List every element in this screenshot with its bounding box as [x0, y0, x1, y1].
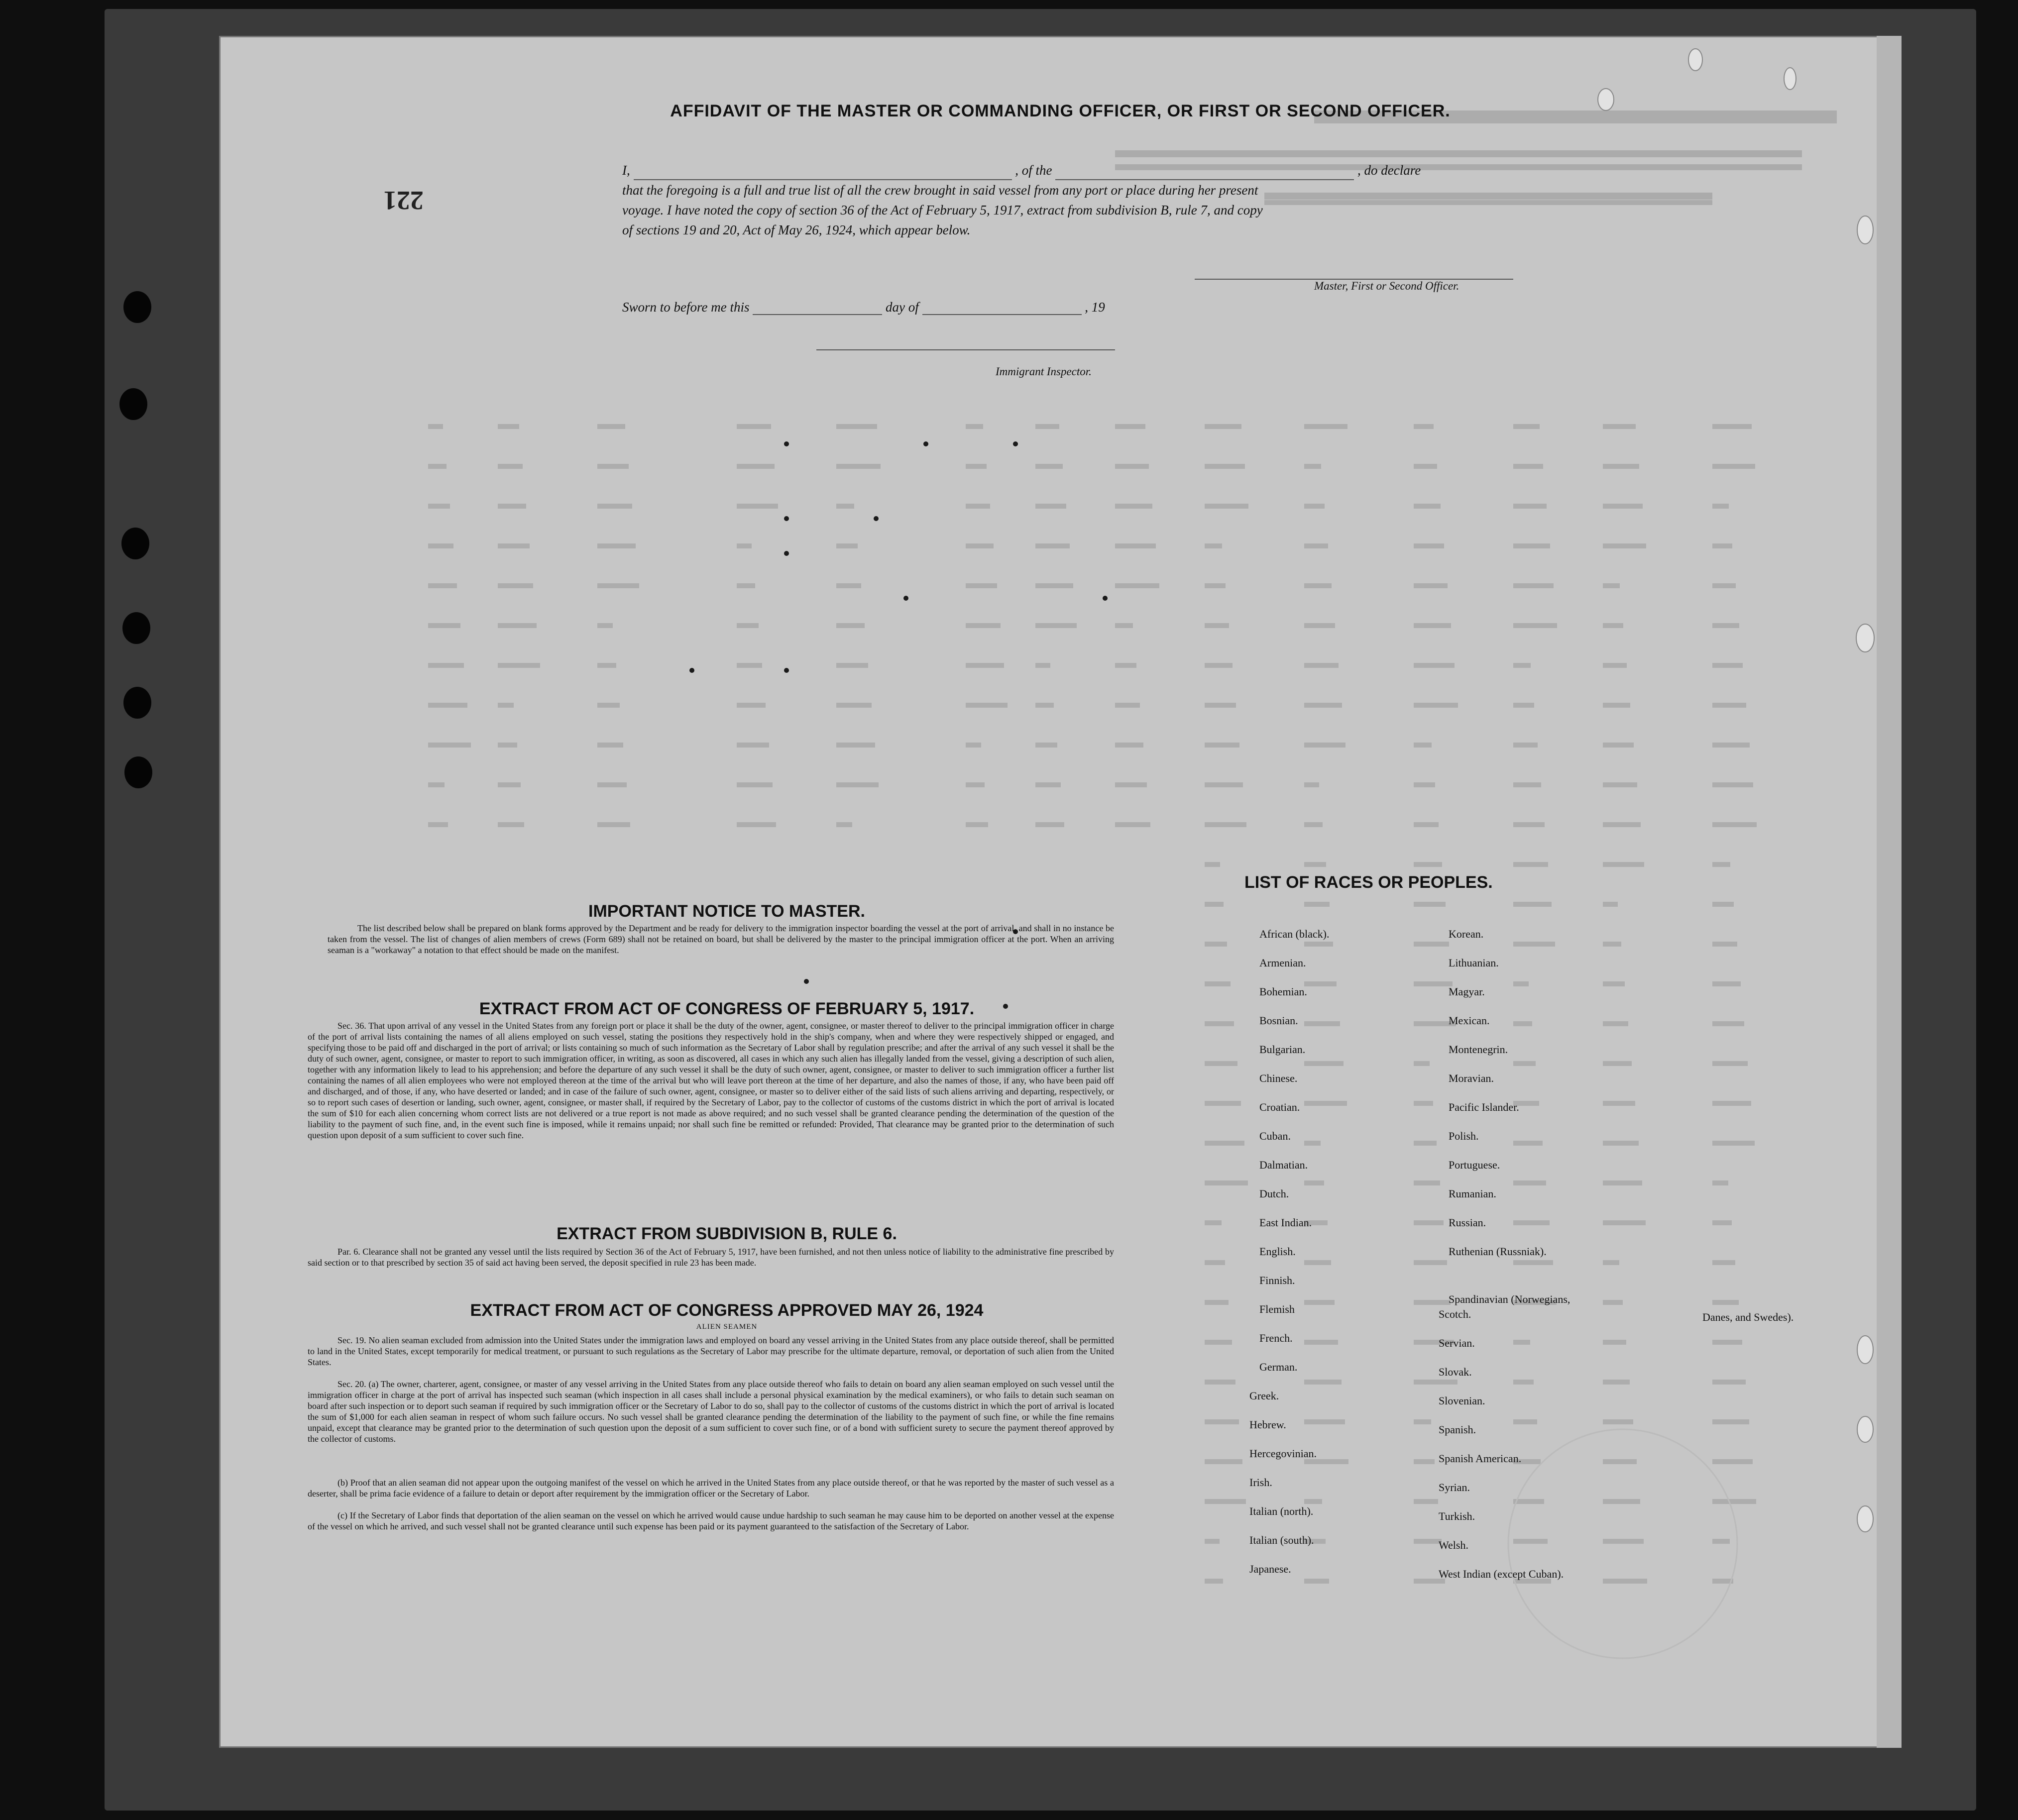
race-item: Welsh.: [1439, 1539, 1468, 1551]
race-scandinavian-cont: Danes, and Swedes).: [1702, 1311, 1794, 1323]
declaration-line-4: of sections 19 and 20, Act of May 26, 1924, which appear below.: [622, 222, 971, 237]
race-item: Moravian.: [1449, 1072, 1494, 1084]
race-item: German.: [1259, 1361, 1298, 1373]
race-item: Lithuanian.: [1449, 957, 1499, 969]
race-item: Cuban.: [1259, 1130, 1291, 1142]
race-item: Hebrew.: [1249, 1418, 1286, 1431]
extract-1917-title: EXTRACT FROM ACT OF CONGRESS OF FEBRUARY 5, 1917.: [479, 999, 975, 1018]
race-item: Hercegovinian.: [1249, 1447, 1317, 1460]
race-item: Spanish American.: [1439, 1452, 1522, 1465]
master-signature-label: Master, First or Second Officer.: [1314, 280, 1459, 292]
races-title: LIST OF RACES OR PEOPLES.: [1244, 873, 1493, 892]
binder-hole: [122, 612, 150, 644]
race-item: Rumanian.: [1449, 1187, 1496, 1200]
race-item: Pacific Islander.: [1449, 1101, 1519, 1113]
sworn-day-label: day of: [886, 300, 919, 315]
declaration-line-3: voyage. I have noted the copy of section 36 of the Act of February 5, 1917, extract from subdivision B, rule 7, and copy: [622, 203, 1263, 217]
race-item: Polish.: [1449, 1130, 1479, 1142]
extract-1924-subtitle: ALIEN SEAMEN: [696, 1323, 758, 1331]
sworn-prefix: Sworn to before me this: [622, 300, 750, 315]
race-item: Portuguese.: [1449, 1159, 1500, 1171]
race-item: Japanese.: [1249, 1563, 1291, 1575]
race-item: Ruthenian (Russniak).: [1449, 1245, 1547, 1258]
binder-hole: [123, 687, 151, 719]
race-item: Slovak.: [1439, 1366, 1472, 1378]
race-item: Magyar.: [1449, 985, 1485, 998]
extract-1924-sec20b: (b) Proof that an alien seaman did not appear upon the outgoing manifest of the vessel on which he arrived in the United States from any place outside thereof, or that he was reported by the master of such vessel as a deserter, shall be prima facie evidence of a failure to detain or deport after requirement by the immigration officer or the Secretary of Labor.: [308, 1478, 1114, 1499]
race-item: Montenegrin.: [1449, 1043, 1508, 1056]
important-notice-body: The list described below shall be prepared on blank forms approved by the Department and be ready for delivery to the immigration inspector boarding the vessel at the port of arrival, and shall in no instance be taken from the vessel. The list of changes of alien members of crews (Form 689) shall not be retained on board, but shall be delivered by the master to the principal immigration officer at the port. When an arriving seaman is a "workaway" a notation to that effect should be made on the manifest.: [328, 923, 1114, 955]
binder-hole: [119, 388, 147, 420]
extract-rule6-title: EXTRACT FROM SUBDIVISION B, RULE 6.: [557, 1224, 897, 1243]
sworn-statement: [622, 300, 1105, 315]
race-item: Finnish.: [1259, 1274, 1295, 1286]
page-number: 221: [383, 186, 424, 215]
race-item: Italian (south).: [1249, 1534, 1314, 1546]
race-item: Spandinavian (Norwegians,: [1449, 1293, 1570, 1305]
race-item: Scotch.: [1439, 1308, 1471, 1320]
race-item: Dutch.: [1259, 1187, 1289, 1200]
binder-hole: [121, 528, 149, 559]
inspector-signature-label: Immigrant Inspector.: [996, 365, 1092, 378]
sworn-month-blank: [922, 314, 1082, 315]
race-item: Flemish: [1259, 1303, 1295, 1315]
race-item: French.: [1259, 1332, 1293, 1344]
race-item: Bohemian.: [1259, 985, 1307, 998]
declaration-i-label: I,: [622, 163, 630, 178]
extract-1924-sec19: Sec. 19. No alien seaman excluded from admission into the United States under the immigration laws and employed on board any vessel arriving in the United States from any place outside thereof, shall be permitted to land in the United States, except temporarily for medical treatment, or pursuant to such regulations as the Secretary of Labor may prescribe for the ultimate departure, removal, or deportation of such alien from the United States.: [308, 1335, 1114, 1367]
race-item: Servian.: [1439, 1337, 1475, 1349]
race-item: Syrian.: [1439, 1481, 1470, 1494]
race-item: Greek.: [1249, 1390, 1279, 1402]
inspector-signature-line: [816, 349, 1115, 350]
race-item: Dalmatian.: [1259, 1159, 1308, 1171]
binder-hole: [123, 291, 151, 323]
declaration-do-declare: , do declare: [1357, 163, 1421, 178]
extract-1924-title: EXTRACT FROM ACT OF CONGRESS APPROVED MAY 26, 1924: [470, 1301, 984, 1320]
race-item: Korean.: [1449, 928, 1484, 940]
race-item: English.: [1259, 1245, 1296, 1258]
declaration-line-2: that the foregoing is a full and true list of all the crew brought in said vessel from any port or place during her present: [622, 183, 1258, 198]
race-item: Bulgarian.: [1259, 1043, 1306, 1056]
sworn-day-blank: [753, 314, 882, 315]
race-item: Slovenian.: [1439, 1394, 1485, 1407]
affidavit-declaration: [622, 160, 1538, 240]
race-item: Italian (north).: [1249, 1505, 1314, 1517]
race-item: Bosnian.: [1259, 1014, 1298, 1027]
race-item: Spanish.: [1439, 1423, 1476, 1436]
binder-hole: [124, 756, 152, 788]
extract-rule6-body: Par. 6. Clearance shall not be granted any vessel until the lists required by Section 36 of the Act of February 5, 1917, have been furnished, and not then unless notice of liability to the administrative fine prescribed by said section or to that prescribed by section 35 of said act having been served, the deposit specified in rule 23 has been made.: [308, 1247, 1114, 1268]
race-item: Mexican.: [1449, 1014, 1490, 1027]
race-item: Turkish.: [1439, 1510, 1475, 1522]
race-item: African (black).: [1259, 928, 1330, 940]
race-item: Chinese.: [1259, 1072, 1298, 1084]
race-item: West Indian (except Cuban).: [1439, 1568, 1564, 1580]
manifest-sheet: [219, 36, 1902, 1748]
race-item: Croatian.: [1259, 1101, 1300, 1113]
extract-1924-sec20a: Sec. 20. (a) The owner, charterer, agent, consignee, or master of any vessel arriving in the United States from any place outside thereof who fails to detain on board any alien seaman employed on such vessel until the immigration officer in charge at the port of arrival has inspected such seaman (which inspection in all cases shall include a personal physical examination by the medical examiners), or who fails to detain such seaman on board after such inspection or to deport such seaman if required by such immigration officer or the Secretary of Labor to do so, shall pay to the collector of customs of the customs district in which the port of arrival is located the sum of $1,000 for each alien seaman in respect of whom such failure occurs. No such vessel shall be granted clearance pending the determination of the liability to the payment of such fine, or while the fine remains unpaid, except that clearance may be granted prior to the determination of such question upon the deposit of a sum sufficient to cover such fine, or of a bond with sufficient surety to secure the payment thereof approved by the collector of customs.: [308, 1379, 1114, 1444]
extract-1917-body: Sec. 36. That upon arrival of any vessel in the United States from any foreign port or place it shall be the duty of the owner, agent, consignee, or master thereof to deliver to the principal immigration officer in charge of the port of arrival lists containing the names of all aliens employed on such vessel, stating the positions they respectively hold in the ship's company, when and where they were respectively shipped or engaged, and specifying those to be paid off and discharged in the port of arrival; or lists containing so much of such information as the Secretary of Labor shall by regulation prescribe; and after the arrival of any such vessel it shall be the duty of such owner, agent, consignee, or master to report to such immigration officer, in writing, as soon as discovered, all cases in which any such alien has illegally landed from the vessel, giving a description of such alien, together with any information likely to lead to his apprehension; and before the departure of any such vessel it shall be the duty of such owner, agent, consignee, or master to deliver to such immigration officer a further list containing the names of all alien employees who were not employed thereon at the time of the arrival but who will leave port thereon at the time of her departure, and also the names of those, if any, who have been paid off and discharged, and of those, if any, who have deserted or landed; and in case of the failure of such owner, agent, consignee, or master so to deliver either of the said lists of such aliens arriving and departing, respectively, or so to report such cases of desertion or landing, such owner, agent, consignee, or master shall, if required by the Secretary of Labor, pay to the collector of customs of the customs district in which the port of arrival is located the sum of $10 for each alien concerning whom correct lists are not delivered or a true report is not made as above required; and no such vessel shall be granted clearance pending the determination of the question of the liability to the payment of such fine, and, in the event such fine is imposed, while it remains unpaid; nor shall such fine be remitted or refunded: Provided, That clearance may be granted prior to the determination of such question upon deposit of a sum sufficient to cover such fine.: [308, 1021, 1114, 1140]
sworn-year-label: , 19: [1085, 300, 1105, 315]
extract-1924-sec20c: (c) If the Secretary of Labor finds that deportation of the alien seaman on the vessel on which he arrived would cause undue hardship to such seaman he may cause him to be deported on another vessel at the expense of the vessel on which he arrived, and such vessel shall not be granted clearance until such expense has been paid or its payment guaranteed to the satisfaction of the Secretary of Labor.: [308, 1510, 1114, 1531]
race-item: East Indian.: [1259, 1216, 1312, 1229]
affidavit-title: AFFIDAVIT OF THE MASTER OR COMMANDING OFFICER, OR FIRST OR SECOND OFFICER.: [670, 102, 1451, 120]
race-item: Irish.: [1249, 1476, 1272, 1489]
race-item: Russian.: [1449, 1216, 1486, 1229]
race-item: Armenian.: [1259, 957, 1306, 969]
important-notice-title: IMPORTANT NOTICE TO MASTER.: [588, 902, 865, 921]
declaration-of-the: , of the: [1015, 163, 1052, 178]
